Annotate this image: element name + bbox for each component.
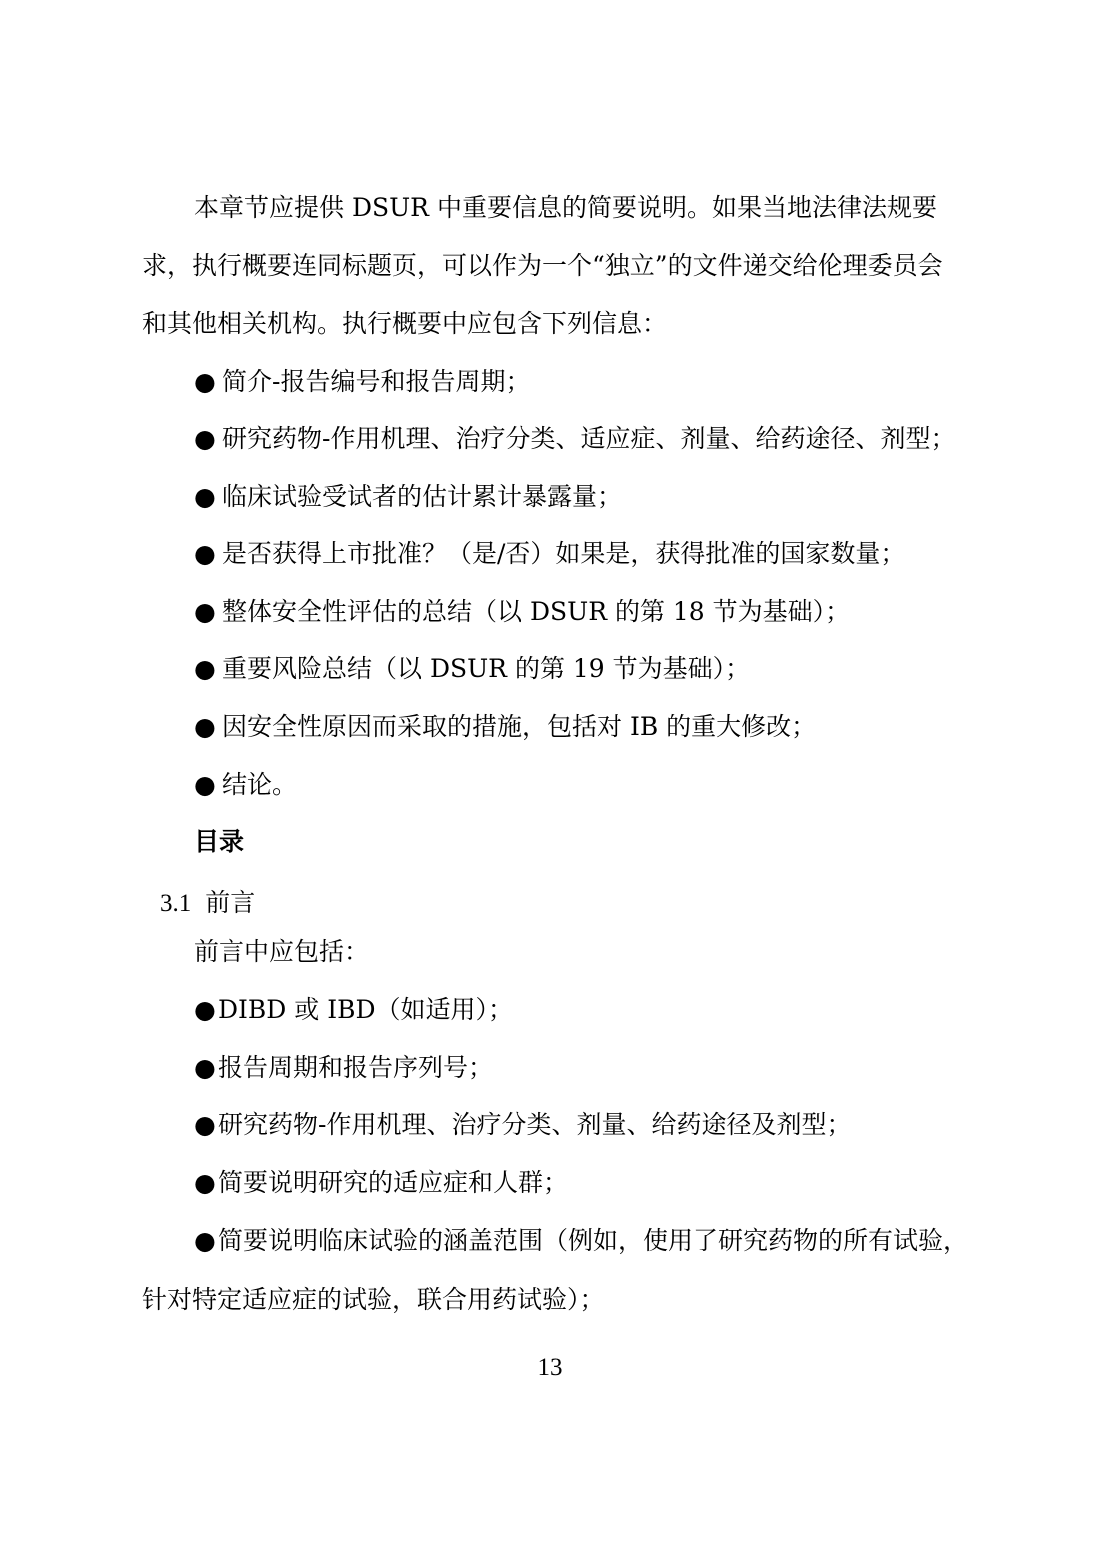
preface-item	[194, 993, 513, 1027]
bullet-icon: ●	[194, 1226, 216, 1255]
bullet-icon: ●	[194, 1168, 216, 1197]
summary-item	[194, 480, 622, 514]
bullet-icon: ●	[194, 367, 216, 396]
summary-item-text: 简介-报告编号和报告周期；	[222, 367, 531, 396]
bullet-icon: ●	[194, 1110, 216, 1139]
preface-item-text: 报告周期和报告序列号；	[218, 1053, 494, 1082]
section-number: 3.1	[160, 890, 192, 917]
preface-item-text: 简要说明临床试验的涵盖范围（例如，使用了研究药物的所有试验，	[218, 1226, 969, 1255]
summary-item	[194, 768, 297, 802]
summary-item	[194, 422, 955, 456]
bullet-icon: ●	[194, 424, 216, 453]
bullet-icon: ●	[194, 995, 216, 1024]
bullet-icon: ●	[194, 1053, 216, 1082]
preface-item-text: DIBD 或 IBD（如适用）；	[218, 995, 514, 1024]
summary-item-text: 因安全性原因而采取的措施，包括对 IB 的重大修改；	[222, 712, 817, 741]
summary-item	[194, 365, 530, 399]
summary-item	[194, 652, 750, 686]
preface-item-continuation: 针对特定适应症的试验，联合用药试验）；	[142, 1285, 605, 1314]
summary-item-text: 整体安全性评估的总结（以 DSUR 的第 18 节为基础）；	[222, 597, 851, 626]
preface-item-text: 研究药物-作用机理、治疗分类、剂量、给药途径及剂型；	[218, 1110, 852, 1139]
summary-item-text: 重要风险总结（以 DSUR 的第 19 节为基础）；	[222, 654, 751, 683]
intro-line-1: 本章节应提供 DSUR 中重要信息的简要说明。如果当地法律法规要	[194, 193, 937, 222]
summary-item	[194, 710, 816, 744]
summary-item	[194, 537, 905, 571]
intro-line-2: 求，执行概要连同标题页，可以作为一个“独立”的文件递交给伦理委员会	[142, 251, 943, 280]
section-heading	[160, 886, 255, 921]
preface-item	[194, 1224, 968, 1258]
bullet-icon: ●	[194, 712, 216, 741]
summary-item-text: 临床试验受试者的估计累计暴露量；	[222, 482, 623, 511]
preface-lead: 前言中应包括：	[194, 937, 370, 966]
preface-item	[194, 1051, 493, 1085]
summary-item	[194, 595, 850, 629]
preface-item	[194, 1166, 568, 1200]
intro-line-3: 和其他相关机构。执行概要中应包含下列信息：	[142, 309, 668, 338]
preface-item	[194, 1108, 851, 1142]
page-number: 13	[537, 1354, 563, 1381]
summary-item-text: 是否获得上市批准？（是/否）如果是，获得批准的国家数量；	[222, 539, 906, 568]
preface-item-text: 简要说明研究的适应症和人群；	[218, 1168, 569, 1197]
section-title: 前言	[205, 888, 256, 917]
bullet-icon: ●	[194, 770, 216, 799]
bullet-icon: ●	[194, 482, 216, 511]
summary-item-text: 研究药物-作用机理、治疗分类、适应症、剂量、给药途径、剂型；	[222, 424, 956, 453]
toc-heading: 目录	[194, 827, 245, 856]
bullet-icon: ●	[194, 539, 216, 568]
bullet-icon: ●	[194, 654, 216, 683]
bullet-icon: ●	[194, 597, 216, 626]
summary-item-text: 结论。	[222, 770, 298, 799]
